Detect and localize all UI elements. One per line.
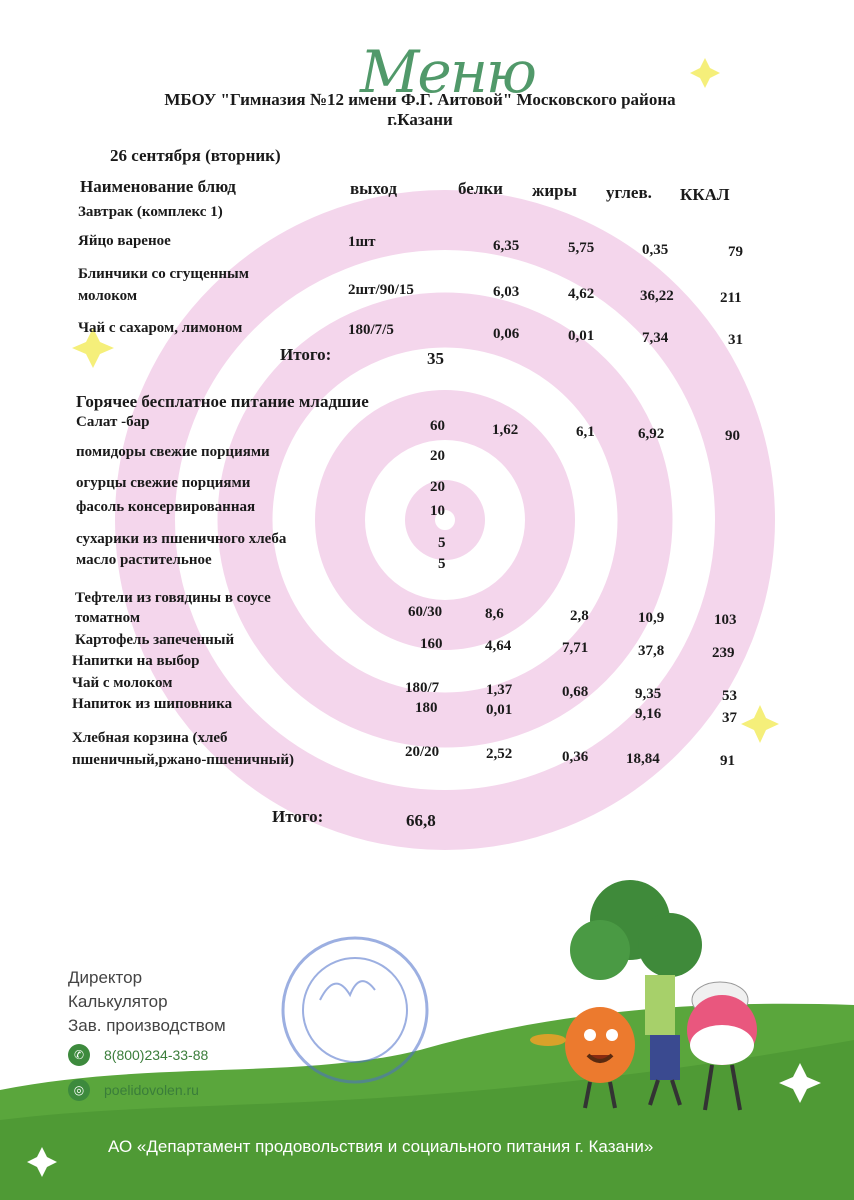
manager-label: Зав. производством bbox=[68, 1016, 226, 1035]
dish-name: Яйцо вареное bbox=[78, 233, 171, 249]
dish-name-line2: молоком bbox=[78, 288, 138, 304]
dish-fat: 5,75 bbox=[568, 240, 595, 256]
salad-item-output: 10 bbox=[430, 503, 445, 519]
dish-protein: 1,37 bbox=[486, 682, 513, 698]
dish-fat: 7,71 bbox=[562, 640, 589, 656]
dish-name-line1: Тефтели из говядины в соусе bbox=[75, 590, 271, 606]
dish-name: Картофель запеченный bbox=[75, 632, 235, 648]
school-title-line1: МБОУ "Гимназия №12 имени Ф.Г. Аитовой" Московского района bbox=[164, 90, 676, 109]
dish-kcal: 31 bbox=[728, 332, 743, 348]
dish-carbs: 0,35 bbox=[642, 242, 669, 258]
dish-output: 60 bbox=[430, 418, 445, 434]
col-protein: белки bbox=[458, 179, 503, 198]
dish-output: 1шт bbox=[348, 234, 376, 250]
dish-name: Напиток из шиповника bbox=[72, 696, 233, 712]
dish-carbs: 9,35 bbox=[635, 686, 662, 702]
dish-carbs: 6,92 bbox=[638, 426, 665, 442]
dish-kcal: 37 bbox=[722, 710, 737, 726]
school-title bbox=[110, 90, 730, 130]
dish-name-line2: томатном bbox=[75, 610, 141, 626]
dish-fat: 4,62 bbox=[568, 286, 595, 302]
dish-carbs: 9,16 bbox=[635, 706, 662, 722]
dish-name-line1: Блинчики со сгущенным bbox=[78, 266, 249, 282]
phone-number: 8(800)234-33-88 bbox=[104, 1047, 209, 1063]
dish-fat: 0,36 bbox=[562, 749, 589, 765]
dish-name-line2: пшеничный,ржано-пшеничный) bbox=[72, 752, 295, 768]
dish-output: 20/20 bbox=[405, 744, 440, 760]
dish-carbs: 7,34 bbox=[642, 330, 669, 346]
salad-item-output: 5 bbox=[438, 535, 446, 551]
lunch-total: 66,8 bbox=[406, 811, 436, 830]
site-url: poelidovolen.ru bbox=[104, 1082, 199, 1098]
dish-carbs: 36,22 bbox=[640, 288, 674, 304]
breakfast-title: Завтрак (комплекс 1) bbox=[78, 204, 223, 220]
menu-date: 26 сентября (вторник) bbox=[110, 146, 281, 165]
salad-item-output: 20 bbox=[430, 479, 445, 495]
col-output: выход bbox=[350, 179, 397, 198]
dish-kcal: 239 bbox=[712, 645, 735, 661]
dish-fat: 0,01 bbox=[568, 328, 595, 344]
dish-carbs: 18,84 bbox=[626, 751, 660, 767]
dish-output: 180 bbox=[415, 700, 438, 716]
dish-protein: 0,06 bbox=[493, 326, 520, 342]
dish-output: 180/7 bbox=[405, 680, 440, 696]
dish-name: Салат -бар bbox=[76, 414, 150, 430]
menu-logo: Меню bbox=[360, 38, 535, 106]
dish-fat: 2,8 bbox=[570, 608, 589, 624]
col-kcal: ККАЛ bbox=[680, 185, 730, 204]
director-label: Директор bbox=[68, 968, 143, 987]
salad-item-name: масло растительное bbox=[76, 552, 212, 568]
phone-icon: ✆ bbox=[68, 1044, 90, 1066]
stamp bbox=[283, 938, 427, 1082]
col-name: Наименование блюд bbox=[80, 177, 236, 196]
salad-item-output: 20 bbox=[430, 448, 445, 464]
phone-contact bbox=[68, 1044, 208, 1066]
drinks-label: Напитки на выбор bbox=[72, 653, 200, 669]
school-title-line2: г.Казани bbox=[387, 110, 453, 129]
dish-protein: 2,52 bbox=[486, 746, 513, 762]
dish-protein: 6,35 bbox=[493, 238, 520, 254]
dish-kcal: 91 bbox=[720, 753, 735, 769]
dish-carbs: 10,9 bbox=[638, 610, 665, 626]
dish-kcal: 53 bbox=[722, 688, 737, 704]
lunch-title: Горячее бесплатное питание младшие bbox=[76, 392, 369, 411]
site-contact bbox=[68, 1079, 199, 1101]
dish-output: 60/30 bbox=[408, 604, 443, 620]
dish-output: 2шт/90/15 bbox=[348, 282, 414, 298]
dish-protein: 8,6 bbox=[485, 606, 504, 622]
dish-kcal: 103 bbox=[714, 612, 737, 628]
globe-icon: ◎ bbox=[68, 1079, 90, 1101]
dish-protein: 4,64 bbox=[485, 638, 512, 654]
salad-item-name: фасоль консервированная bbox=[76, 499, 256, 515]
calculator-label: Калькулятор bbox=[68, 992, 168, 1011]
dish-name: Чай с сахаром, лимоном bbox=[78, 320, 243, 336]
dish-kcal: 79 bbox=[728, 244, 743, 260]
dish-output: 180/7/5 bbox=[348, 322, 394, 338]
salad-item-name: сухарики из пшеничного хлеба bbox=[76, 531, 287, 547]
dish-fat: 6,1 bbox=[576, 424, 595, 440]
salad-item-output: 5 bbox=[438, 556, 446, 572]
dish-protein: 1,62 bbox=[492, 422, 519, 438]
breakfast-total-label: Итого: bbox=[280, 345, 332, 364]
breakfast-total: 35 bbox=[427, 349, 444, 368]
company-name: АО «Департамент продовольствия и социального питания г. Казани» bbox=[108, 1137, 654, 1156]
dish-name: Чай с молоком bbox=[72, 675, 173, 691]
dish-kcal: 211 bbox=[720, 290, 742, 306]
col-carbs: углев. bbox=[606, 183, 652, 202]
dish-name-line1: Хлебная корзина (хлеб bbox=[72, 730, 228, 746]
lunch-total-label: Итого: bbox=[272, 807, 324, 826]
dish-kcal: 90 bbox=[725, 428, 740, 444]
dish-carbs: 37,8 bbox=[638, 643, 665, 659]
dish-output: 160 bbox=[420, 636, 443, 652]
dish-protein: 0,01 bbox=[486, 702, 513, 718]
salad-item-name: огурцы свежие порциями bbox=[76, 475, 251, 491]
col-fat: жиры bbox=[532, 181, 577, 200]
salad-item-name: помидоры свежие порциями bbox=[76, 444, 270, 460]
dish-protein: 6,03 bbox=[493, 284, 520, 300]
dish-fat: 0,68 bbox=[562, 684, 589, 700]
